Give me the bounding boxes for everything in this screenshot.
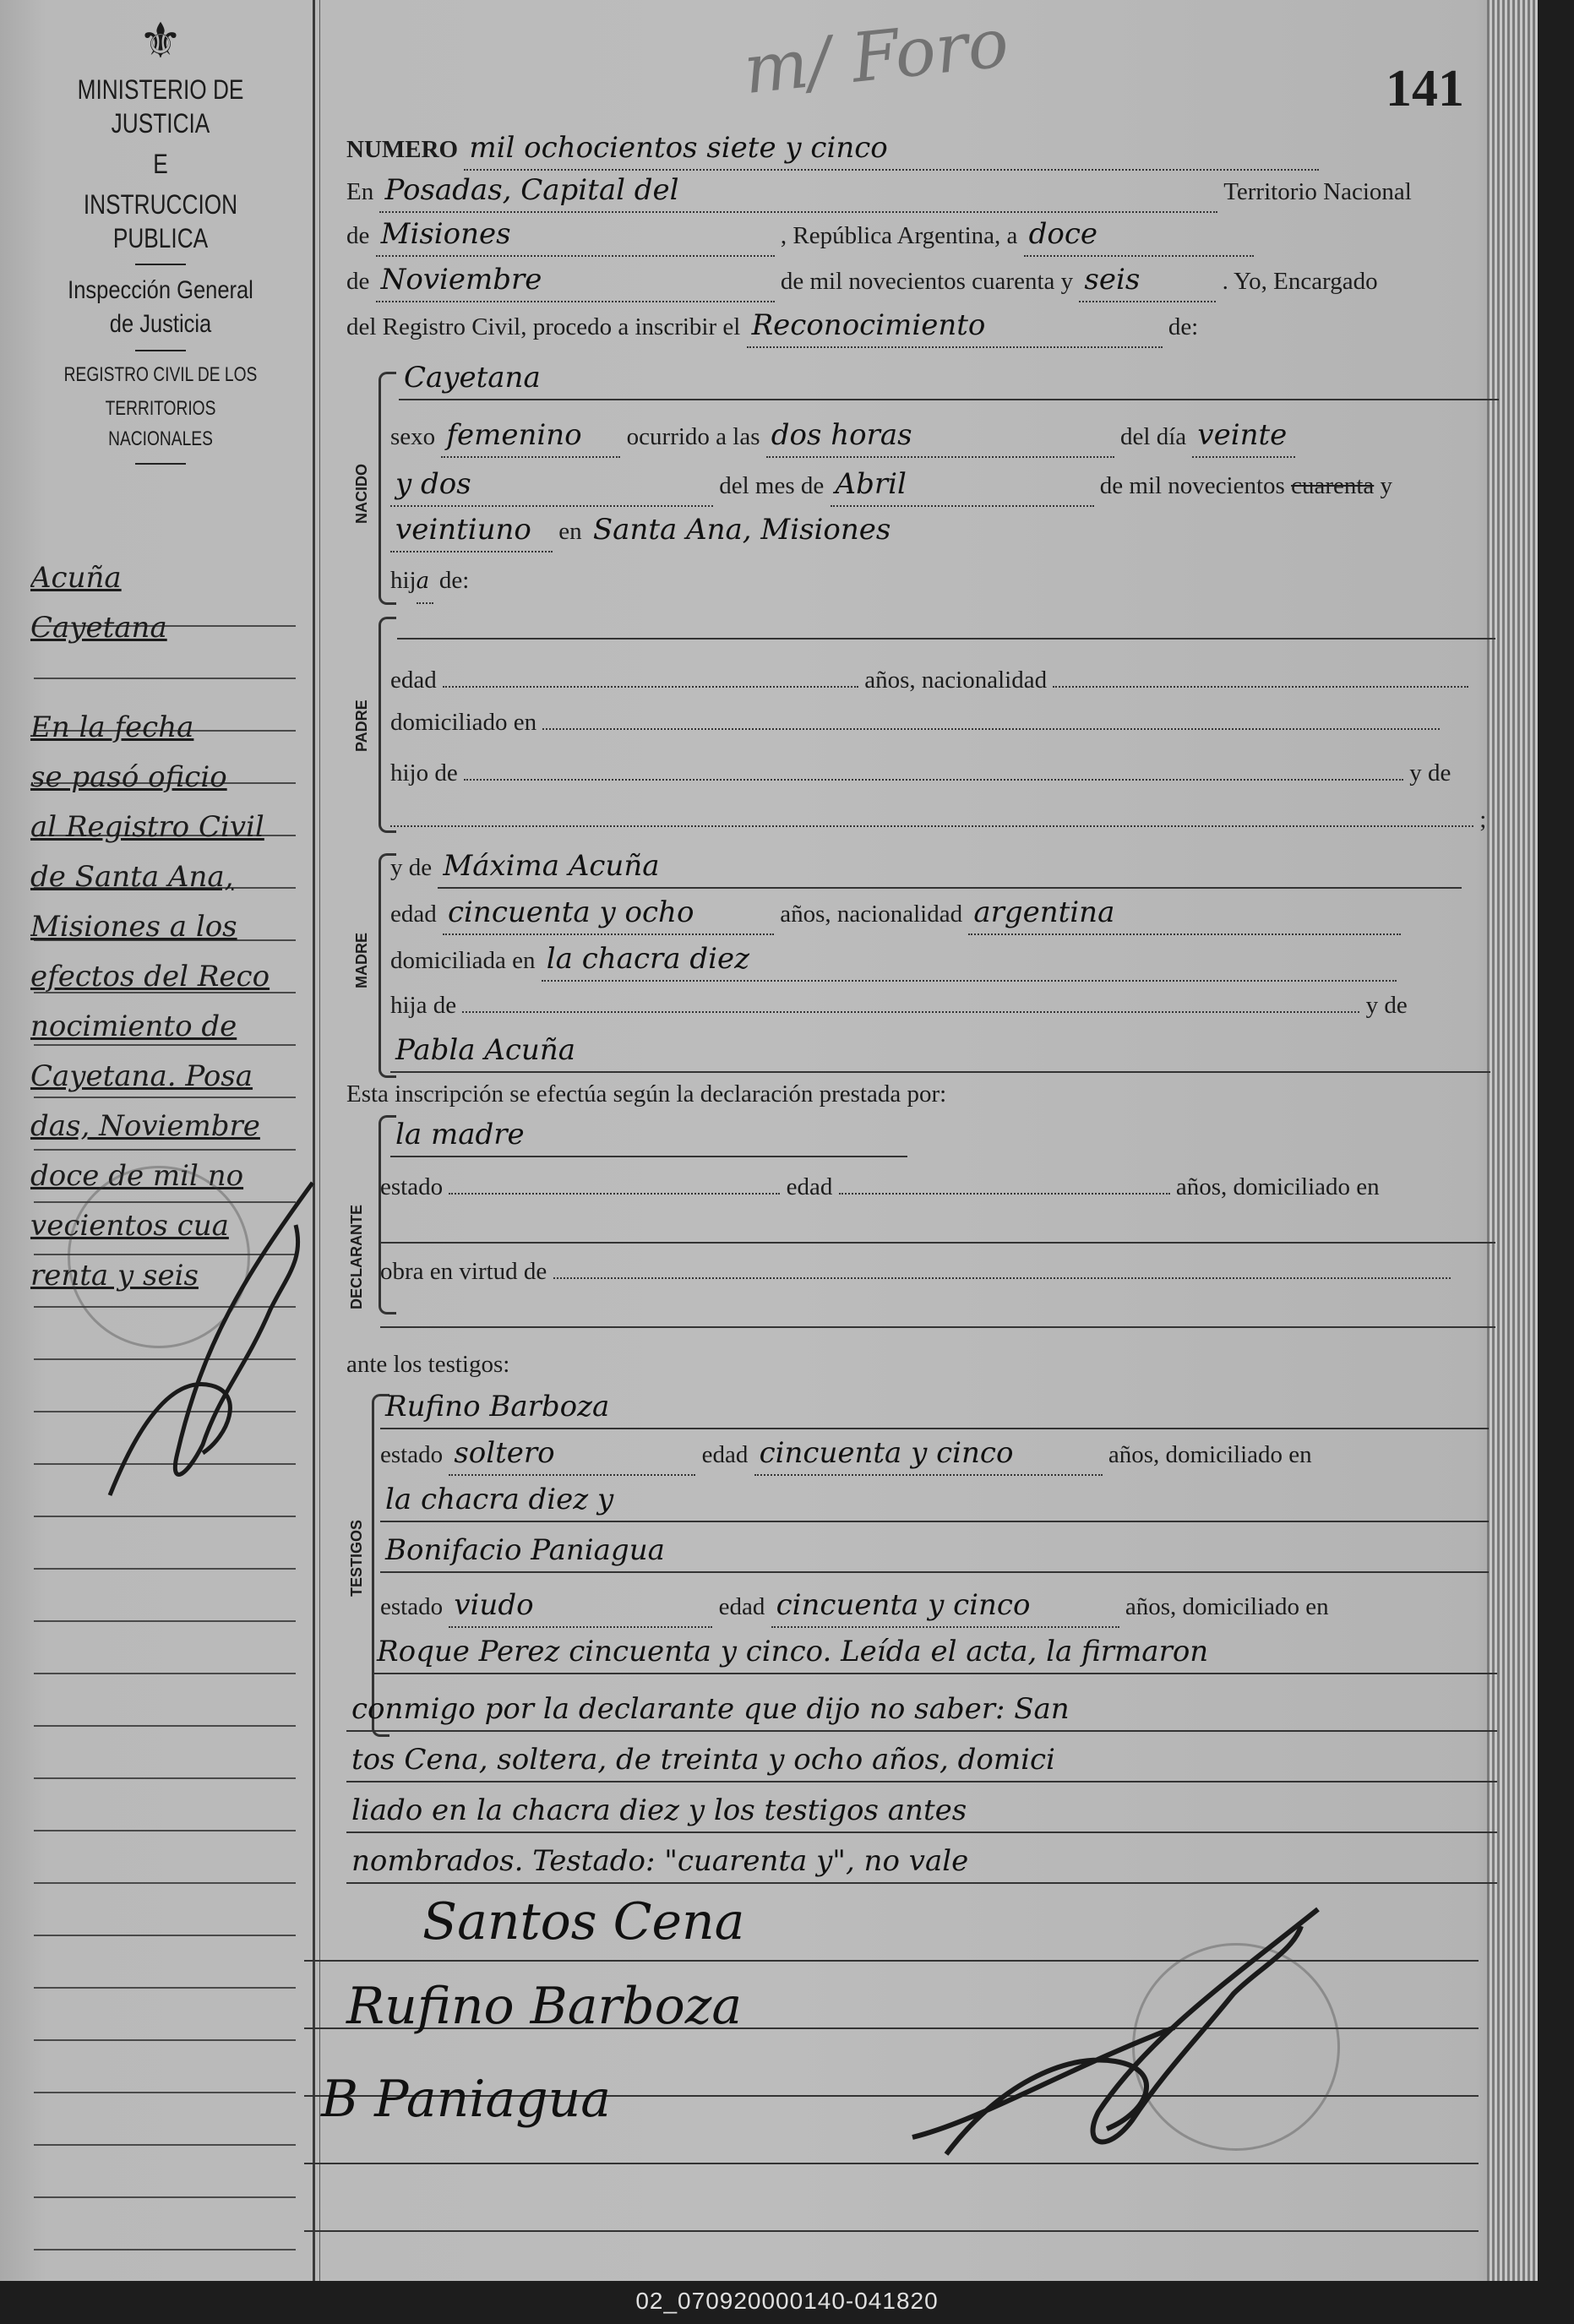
declarante-edad-label: edad bbox=[786, 1173, 833, 1200]
padre-edad-row bbox=[390, 659, 1468, 701]
republica-label: , República Argentina, a bbox=[780, 222, 1018, 249]
testigo1-edad-label: edad bbox=[701, 1441, 749, 1468]
testigos-label: TESTIGOS bbox=[348, 1519, 365, 1597]
padre-edad-label: edad bbox=[390, 667, 437, 694]
footer-caption: 02_070920000140-041820 bbox=[635, 2288, 939, 2314]
mil-label: de mil novecientos cuarenta y bbox=[780, 268, 1074, 295]
testigo2-dom-label: años, domiciliado en bbox=[1125, 1593, 1329, 1620]
nombre-value: Cayetana bbox=[399, 356, 1499, 400]
testigo1-value: Rufino Barboza bbox=[380, 1385, 1489, 1429]
signature-santos-cena: Santos Cena bbox=[422, 1892, 745, 1951]
page-edges bbox=[1487, 0, 1538, 2281]
madre-edad-value: cincuenta y ocho bbox=[443, 891, 774, 935]
madre-edad-row bbox=[390, 891, 1401, 933]
margin-line: se pasó oficio bbox=[30, 760, 227, 794]
header-rule bbox=[135, 463, 186, 465]
margin-signature-flourish bbox=[76, 1174, 330, 1529]
page-number: 141 bbox=[1386, 60, 1464, 117]
madre-padre-row bbox=[390, 1029, 1490, 1071]
margin-line: En la fecha bbox=[30, 710, 194, 744]
closing-line bbox=[372, 1630, 1497, 1673]
day-value: doce bbox=[1024, 213, 1254, 257]
testigo2-edad-label: edad bbox=[718, 1593, 765, 1620]
ocurrido-label: ocurrido a las bbox=[626, 423, 760, 450]
y-label: y bbox=[1380, 472, 1393, 499]
nacido-label: NACIDO bbox=[353, 464, 370, 524]
header-scribble: m/ Foro bbox=[739, 3, 1012, 110]
closing-line-4: liado en la chacra diez y los testigos antes bbox=[346, 1789, 1497, 1833]
justice-label: de Justicia bbox=[109, 310, 212, 338]
madre-nacionalidad-label: años, nacionalidad bbox=[780, 901, 963, 928]
padre-name-line bbox=[397, 638, 1495, 640]
sexo-label: sexo bbox=[390, 423, 436, 450]
dia-value: veinte bbox=[1192, 414, 1295, 458]
closing-line bbox=[346, 1840, 1497, 1882]
obra-row bbox=[380, 1250, 1451, 1293]
testigo2-value: Bonifacio Paniagua bbox=[380, 1529, 1489, 1573]
padre-y-de-label: y de bbox=[1409, 759, 1451, 786]
padre-extra-value bbox=[390, 825, 1473, 827]
closing-line bbox=[346, 1688, 1497, 1730]
hij-row bbox=[390, 559, 469, 601]
header-rule bbox=[135, 350, 186, 351]
margin-line: de Santa Ana, bbox=[30, 860, 234, 894]
numero-label: NUMERO bbox=[346, 136, 459, 163]
margin-name: Cayetana bbox=[30, 611, 167, 645]
margin-line: renta y seis bbox=[30, 1259, 199, 1293]
ministry-e: E bbox=[153, 149, 168, 179]
de-label: de bbox=[346, 222, 370, 249]
signature-line bbox=[304, 2230, 1479, 2232]
closing-line bbox=[346, 1739, 1497, 1781]
coat-of-arms-icon: ⚜ bbox=[139, 14, 182, 68]
margin-line: Misiones a los bbox=[30, 910, 237, 944]
closing-line-1: Roque Perez cincuenta y cinco. Leída el acta, la firmaron bbox=[372, 1630, 1497, 1674]
esta-row bbox=[346, 1073, 946, 1115]
margin-line: nocimiento de bbox=[30, 1010, 237, 1043]
madre-edad-label: edad bbox=[390, 901, 437, 928]
margin-line: doce de mil no bbox=[30, 1159, 244, 1193]
header-rule bbox=[135, 264, 186, 265]
testigo1-edad-value: cincuenta y cinco bbox=[754, 1432, 1103, 1476]
padre-edad-value bbox=[443, 686, 858, 688]
anio-value: veintiuno bbox=[390, 509, 553, 552]
mes-value: Abril bbox=[831, 463, 1094, 507]
madre-domicilio-label: domiciliada en bbox=[390, 947, 536, 974]
testigo1-dom-row bbox=[380, 1478, 1489, 1521]
de-row bbox=[346, 213, 1254, 255]
lugar-value: Santa Ana, Misiones bbox=[592, 513, 891, 547]
declarante-value: la madre bbox=[390, 1113, 907, 1157]
declarante-estado-label: estado bbox=[380, 1173, 444, 1200]
padre-end-row bbox=[390, 798, 1486, 841]
del-dia-label: del día bbox=[1120, 423, 1187, 450]
madre-y-de-label-2: y de bbox=[1365, 992, 1408, 1019]
en2-label: en bbox=[558, 518, 582, 545]
mil2-label: de mil novecientos bbox=[1099, 472, 1285, 499]
ante-label: ante los testigos: bbox=[346, 1351, 510, 1378]
margin-surname: Acuña bbox=[30, 561, 122, 595]
semicolon: ; bbox=[1479, 806, 1487, 833]
de-colon-label: de: bbox=[1168, 313, 1199, 340]
madre-value: Máxima Acuña bbox=[438, 845, 1462, 889]
padre-domicilio-value bbox=[542, 728, 1440, 730]
signature-rufino-barboza: Rufino Barboza bbox=[346, 1977, 743, 2036]
hora-value: dos horas bbox=[766, 414, 1114, 458]
testigo1-estado-row bbox=[380, 1432, 1312, 1474]
testigo1-estado-label: estado bbox=[380, 1441, 444, 1468]
mes-label: del mes de bbox=[719, 472, 825, 499]
declarante-dom-label: años, domiciliado en bbox=[1175, 1173, 1380, 1200]
testigo2-estado-row bbox=[380, 1584, 1329, 1626]
testigo2-row bbox=[380, 1529, 1489, 1571]
margin-divider bbox=[313, 0, 315, 2281]
testigo1-row bbox=[380, 1385, 1489, 1428]
madre-hija-label: hija de bbox=[390, 992, 457, 1019]
obra-label: obra en virtud de bbox=[380, 1258, 547, 1285]
declarante-label: DECLARANTE bbox=[348, 1205, 365, 1309]
padre-hijo-label: hijo de bbox=[390, 759, 458, 786]
month-row bbox=[346, 259, 1378, 301]
registro-row bbox=[346, 304, 1198, 346]
padre-hijo-row bbox=[390, 752, 1451, 794]
mes-row bbox=[390, 463, 1392, 505]
closing-line-3: tos Cena, soltera, de treinta y ocho años, domici bbox=[346, 1739, 1497, 1782]
testigo2-edad-value: cincuenta y cinco bbox=[771, 1584, 1119, 1628]
nombre-row bbox=[399, 356, 1499, 399]
declarante-line bbox=[380, 1242, 1495, 1244]
declarante-estado-value bbox=[449, 1193, 780, 1195]
margin-line: Cayetana. Posa bbox=[30, 1059, 253, 1093]
yo-label: . Yo, Encargado bbox=[1222, 268, 1378, 295]
madre-hija-row bbox=[390, 984, 1408, 1026]
en-row bbox=[346, 169, 1412, 211]
madre-row bbox=[390, 845, 1462, 887]
madre-domicilio-value: la chacra diez bbox=[542, 938, 1397, 982]
testigo2-estado-value: viudo bbox=[449, 1584, 712, 1628]
padre-label: PADRE bbox=[353, 699, 370, 752]
en-value: Posadas, Capital del bbox=[379, 169, 1217, 213]
inspection-label: Inspección General bbox=[68, 276, 253, 304]
obra-value bbox=[553, 1277, 1451, 1279]
testigo1-estado-value: soltero bbox=[449, 1432, 695, 1476]
declarante-edad-value bbox=[839, 1193, 1170, 1195]
en-label: En bbox=[346, 178, 374, 205]
left-header bbox=[25, 14, 296, 473]
sexo-row bbox=[390, 414, 1295, 456]
testigo1-dom-label: años, domiciliado en bbox=[1108, 1441, 1312, 1468]
de-value: Misiones bbox=[376, 213, 775, 257]
declarante-line bbox=[380, 1326, 1495, 1328]
padre-nacionalidad-value bbox=[1053, 686, 1468, 688]
madre-nacionalidad-value: argentina bbox=[968, 891, 1401, 935]
sexo-value: femenino bbox=[441, 414, 620, 458]
margin-line: al Registro Civil bbox=[30, 810, 264, 844]
month-value: Noviembre bbox=[376, 259, 775, 302]
testigo2-estado-label: estado bbox=[380, 1593, 444, 1620]
month-label: de bbox=[346, 268, 370, 295]
margin-line: efectos del Reco bbox=[30, 960, 270, 993]
madre-padre-value: Pabla Acuña bbox=[390, 1029, 1490, 1073]
acto-value: Reconocimiento bbox=[747, 304, 1163, 348]
numero-value: mil ochocientos siete y cinco bbox=[464, 127, 1319, 171]
hij-label: hij bbox=[390, 567, 417, 594]
ante-row bbox=[346, 1343, 509, 1385]
madre-dom-row bbox=[390, 938, 1397, 980]
closing-line-2: conmigo por la declarante que dijo no saber: San bbox=[346, 1688, 1497, 1732]
year-value: seis bbox=[1079, 259, 1216, 302]
padre-dom-row bbox=[390, 701, 1440, 743]
closing-line-5: nombrados. Testado: "cuarenta y", no vale bbox=[346, 1840, 1497, 1884]
signature-paniagua: B Paniagua bbox=[321, 2070, 612, 2129]
testigo1-dom-value: la chacra diez y bbox=[380, 1478, 1489, 1522]
numero-row bbox=[346, 127, 1495, 169]
closing-line bbox=[346, 1789, 1497, 1831]
territorio-label: Territorio Nacional bbox=[1223, 178, 1412, 205]
hij-suffix: a bbox=[417, 560, 433, 604]
madre-hija-value bbox=[462, 1011, 1359, 1013]
instruction-label: INSTRUCCION PUBLICA bbox=[83, 189, 238, 253]
margin-line: das, Noviembre bbox=[30, 1109, 260, 1143]
padre-hijo-value bbox=[464, 779, 1403, 781]
cuarenta-struck: cuarenta bbox=[1291, 472, 1375, 499]
registry-label: REGISTRO CIVIL DE LOS bbox=[63, 363, 258, 386]
de2-label: de: bbox=[438, 567, 470, 594]
madre-label: MADRE bbox=[353, 933, 370, 988]
registro-label: del Registro Civil, procedo a inscribir el bbox=[346, 313, 741, 340]
declarante-row bbox=[390, 1113, 907, 1156]
margin-line: vecientos cua bbox=[30, 1209, 229, 1243]
registrar-signature-flourish bbox=[896, 1901, 1335, 2171]
padre-nacionalidad-label: años, nacionalidad bbox=[864, 667, 1048, 694]
lugar-row bbox=[390, 509, 1105, 551]
esta-label: Esta inscripción se efectúa según la declaración prestada por: bbox=[346, 1080, 947, 1108]
declarante-estado-row bbox=[380, 1166, 1380, 1208]
padre-domicilio-label: domiciliado en bbox=[390, 709, 537, 736]
dia-value-2: y dos bbox=[390, 463, 713, 507]
territories-label: TERRITORIOS NACIONALES bbox=[105, 397, 216, 450]
madre-y-de-label: y de bbox=[390, 854, 433, 881]
ministry-label: MINISTERIO DE JUSTICIA bbox=[77, 74, 244, 139]
margin-divider-inner bbox=[319, 0, 320, 2281]
